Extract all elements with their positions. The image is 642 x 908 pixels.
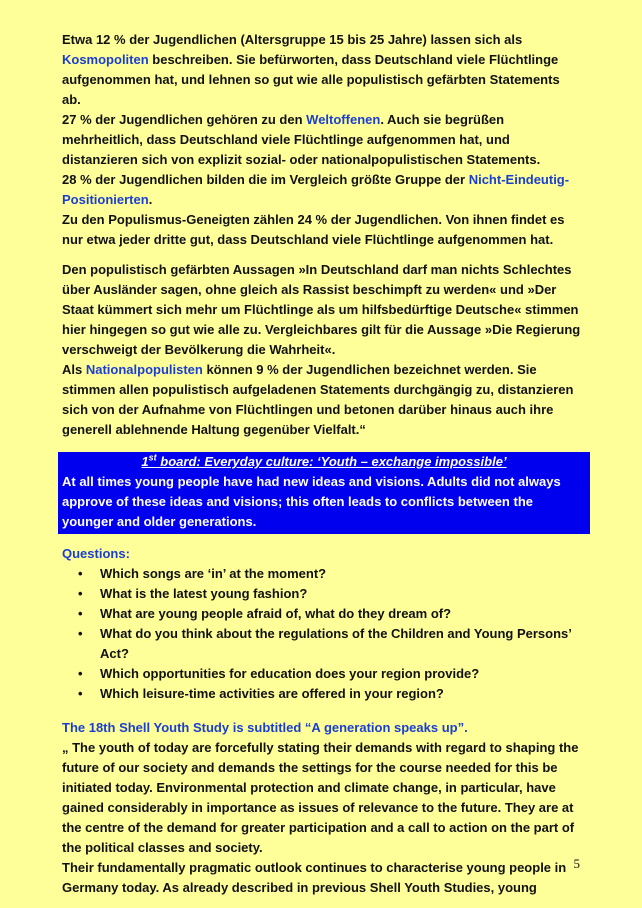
term-kosmopoliten: Kosmopoliten	[62, 52, 149, 67]
board-title: 1st board: Everyday culture: ‘Youth – exchange impossible’	[141, 452, 507, 469]
list-item: • What is the latest young fashion?	[100, 584, 582, 604]
term-nicht-eindeutig: Nicht-Eindeutig-Positionierten	[62, 172, 570, 207]
page-number: 5	[573, 856, 580, 871]
shell-study-heading: The 18th Shell Youth Study is subtitled “A generation speaks up”.	[62, 720, 468, 735]
shell-study-paragraph: Their fundamentally pragmatic outlook continues to characterise young people in Germany today. As already described in previous Shell Youth Studies, young	[62, 860, 567, 895]
questions-list	[62, 564, 582, 704]
list-item: • Which opportunities for education does your region provide?	[100, 664, 582, 684]
paragraph-populistische-aussagen: Den populistisch gefärbten Aussagen »In Deutschland darf man nichts Schlechtes über Ausländer sagen, ohne gleich als Rassist beschimpft zu werden« und »Der Staat kümmert sich mehr um Flüchtlinge als um hilfsbedürftige Deutsche« stimmen hier hingegen so gut wie alle zu. Vergleichbares gilt für die Aussage »Die Regierung verschweigt der Bevölkerung die Wahrheit«.	[62, 262, 581, 357]
list-item: • What are young people afraid of, what do they dream of?	[100, 604, 582, 624]
shell-study-quote: „ The youth of today are forcefully stating their demands with regard to shaping the future of our society and demands the settings for the course needed for this be initiated today. Environmental protection and climate change, in particular, have gained considerably in importance as issues of relevance to the future. They are at the centre of the demand for greater participation and a call to action on the part of the political classes and society.	[62, 740, 579, 855]
paragraph-nationalpopulisten: Als Nationalpopulisten können 9 % der Jugendlichen bezeichnet werden. Sie stimmen allen populistisch aufgeladenen Statements durchgängig zu, distanzieren sich von der Aufnahme von Flüchtlingen und betonen darüber hinaus auch ihre generell ablehnende Haltung gegenüber Vielfalt.“	[62, 362, 574, 437]
board-box	[58, 452, 590, 534]
list-item: • Which leisure-time activities are offered in your region?	[100, 684, 582, 704]
term-weltoffene: Weltoffenen	[306, 112, 381, 127]
list-item: • Which songs are ‘in’ at the moment?	[100, 564, 582, 584]
paragraph-populismus-geneigte: Zu den Populismus-Geneigten zählen 24 % der Jugendlichen. Von ihnen findet es nur etwa jeder dritte gut, dass Deutschland viele Flüchtlinge aufgenommen hat.	[62, 212, 565, 247]
document-page	[62, 30, 582, 898]
paragraph-weltoffene: 27 % der Jugendlichen gehören zu den Weltoffenen. Auch sie begrüßen mehrheitlich, dass Deutschland viele Flüchtlinge aufgenommen hat, und distanzieren sich von explizit sozial- oder nationalpopulistischen Statements.	[62, 112, 541, 167]
questions-heading: Questions:	[62, 546, 130, 561]
board-text: At all times young people have had new ideas and visions. Adults did not always approve of these ideas and visions; this often leads to conflicts between the younger and older generations.	[62, 474, 561, 529]
term-nationalpopulisten: Nationalpopulisten	[85, 362, 203, 377]
list-item: • What do you think about the regulations of the Children and Young Persons’ Act?	[100, 624, 582, 664]
paragraph-nicht-eindeutig: 28 % der Jugendlichen bilden die im Vergleich größte Gruppe der Nicht-Eindeutig-Positionierten.	[62, 172, 570, 207]
paragraph-kosmopoliten: Etwa 12 % der Jugendlichen (Altersgruppe 15 bis 25 Jahre) lassen sich als Kosmopoliten beschreiben. Sie befürworten, dass Deutschland viele Flüchtlinge aufgenommen hat, und lehnen so gut wie alle populistisch gefärbten Statements ab.	[62, 32, 560, 107]
